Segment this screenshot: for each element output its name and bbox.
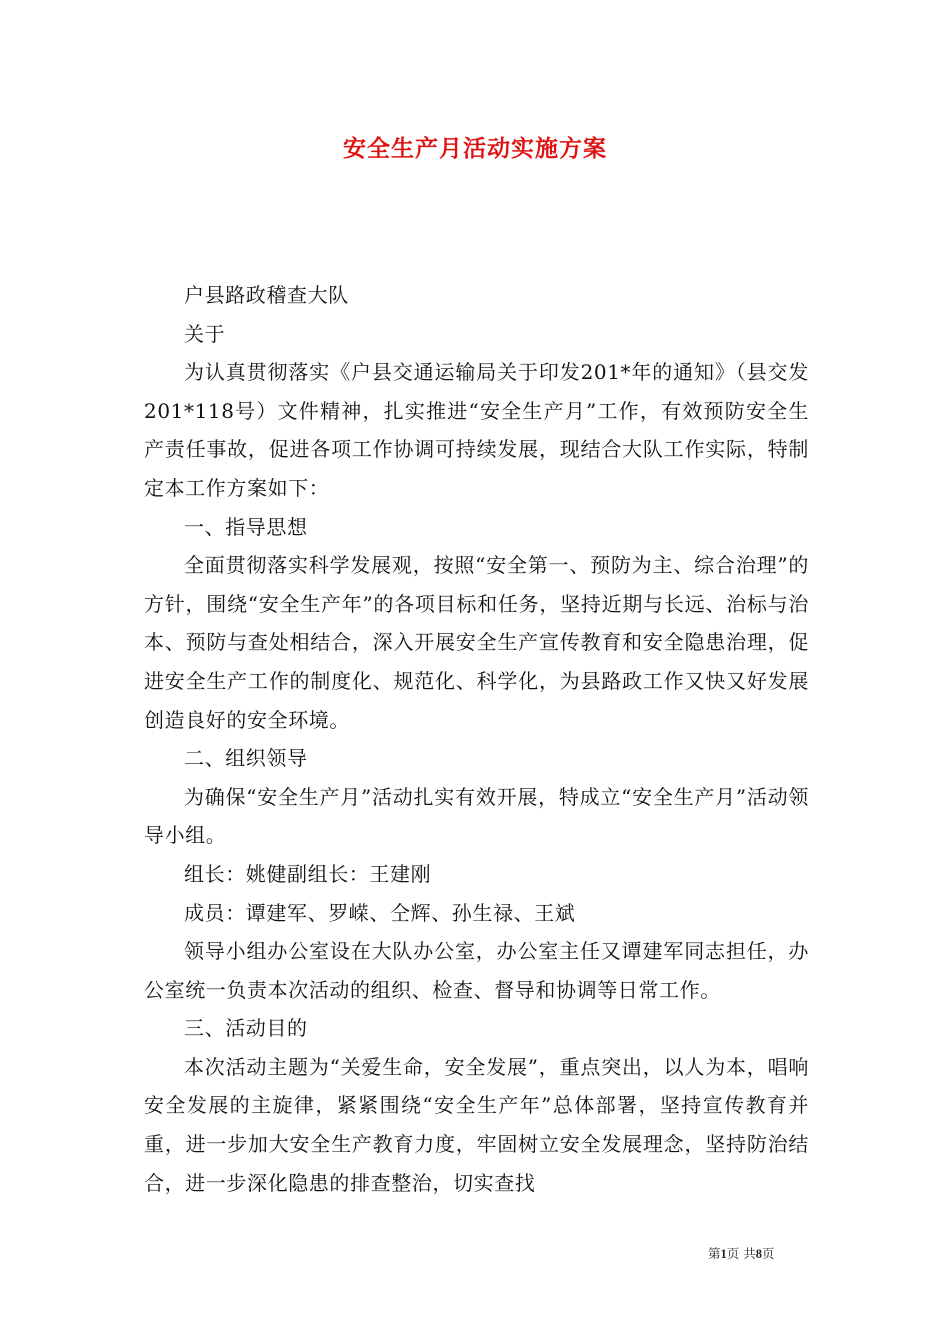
footer-suffix: 页 (762, 1246, 775, 1261)
paragraph-members: 成员：谭建军、罗嵘、仝辉、孙生禄、王斌 (184, 900, 576, 925)
heading-purpose: 三、活动目的 (184, 1016, 308, 1041)
current-page-number: 1 (720, 1247, 727, 1261)
footer-prefix: 第 (708, 1246, 721, 1261)
paragraph-issuer: 户县路政稽查大队 (184, 283, 349, 307)
document-body (144, 276, 809, 1202)
heading-guiding-ideology: 一、指导思想 (184, 514, 308, 539)
paragraph-guiding-ideology: 全面贯彻落实科学发展观，按照“安全第一、预防为主、综合治理”的方针，围绕“安全生产年”的各项目标和任务，坚持近期与长远、治标与治本、预防与查处相结合，深入开展安全生产宣传教育和安全隐患治理，促进安全生产工作的制度化、规范化、科学化，为县路政工作又快又好发展创造良好的安全环境。 (144, 553, 809, 732)
total-page-count: 8 (755, 1247, 762, 1261)
page-number-footer (708, 1245, 818, 1263)
paragraph-purpose: 本次活动主题为“关爱生命，安全发展”，重点突出，以人为本，唱响安全发展的主旋律，紧紧围绕“安全生产年”总体部署，坚持宣传教育并重，进一步加大安全生产教育力度，牢固树立安全发展理念，坚持防治结合，进一步深化隐患的排查整治，切实查找 (144, 1054, 809, 1195)
paragraph-intro: 为认真贯彻落实《户县交通运输局关于印发201*年的通知》（县交发201*118号）文件精神，扎实推进“安全生产月”工作，有效预防安全生产责任事故，促进各项工作协调可持续发展，现结合大队工作实际，特制定本工作方案如下： (144, 360, 809, 500)
document-title: 安全生产月活动实施方案 (343, 135, 607, 162)
paragraph-office: 领导小组办公室设在大队办公室，办公室主任又谭建军同志担任，办公室统一负责本次活动的组织、检查、督导和协调等日常工作。 (144, 939, 809, 1002)
footer-middle: 页 共 (726, 1246, 756, 1261)
paragraph-organization: 为确保“安全生产月”活动扎实有效开展，特成立“安全生产月”活动领导小组。 (144, 784, 809, 848)
paragraph-about: 关于 (184, 321, 226, 346)
heading-organization: 二、组织领导 (184, 746, 308, 771)
paragraph-leaders: 组长：姚健副组长：王建刚 (184, 861, 432, 886)
